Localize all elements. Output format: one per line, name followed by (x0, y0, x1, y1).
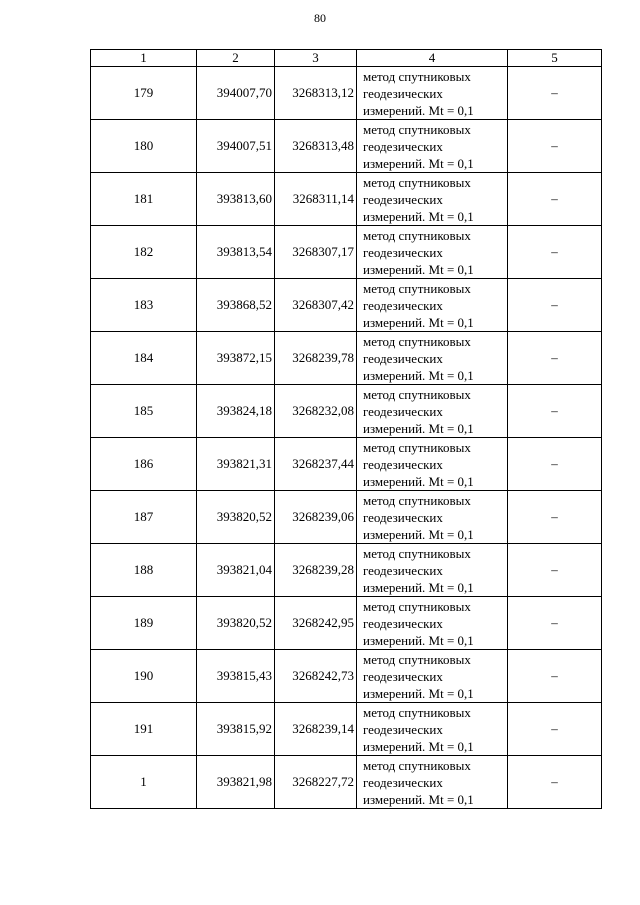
x-coordinate-cell: 393820,52 (197, 491, 275, 544)
method-line: метод спутниковых (363, 651, 471, 667)
method-line: измерений. Mt = 0,1 (363, 791, 474, 807)
point-number-cell: 1 (91, 756, 197, 809)
y-coordinate-cell: 3268227,72 (275, 756, 357, 809)
method-line: измерений. Mt = 0,1 (363, 579, 474, 595)
method-cell (357, 385, 508, 438)
y-coordinate-cell: 3268311,14 (275, 173, 357, 226)
x-coordinate-cell: 393820,52 (197, 597, 275, 650)
table-row (91, 703, 602, 756)
table-body (91, 67, 602, 809)
point-number-cell: 190 (91, 650, 197, 703)
method-line: метод спутниковых (363, 598, 471, 614)
point-number-cell: 179 (91, 67, 197, 120)
method-cell (357, 756, 508, 809)
point-number-cell: 184 (91, 332, 197, 385)
note-cell: – (508, 279, 602, 332)
method-cell (357, 120, 508, 173)
table-row (91, 173, 602, 226)
note-cell: – (508, 226, 602, 279)
method-line: метод спутниковых (363, 757, 471, 773)
header-cell-3: 3 (275, 50, 357, 67)
x-coordinate-cell: 393821,98 (197, 756, 275, 809)
method-line: метод спутниковых (363, 68, 471, 84)
method-line: геодезических (363, 350, 443, 366)
note-cell: – (508, 67, 602, 120)
table-row (91, 67, 602, 120)
table-row (91, 756, 602, 809)
method-line: измерений. Mt = 0,1 (363, 367, 474, 383)
point-number-cell: 183 (91, 279, 197, 332)
header-row (91, 50, 602, 67)
note-cell: – (508, 650, 602, 703)
method-line: метод спутниковых (363, 174, 471, 190)
y-coordinate-cell: 3268307,17 (275, 226, 357, 279)
note-cell: – (508, 385, 602, 438)
y-coordinate-cell: 3268242,95 (275, 597, 357, 650)
method-cell (357, 67, 508, 120)
y-coordinate-cell: 3268239,28 (275, 544, 357, 597)
x-coordinate-cell: 393813,54 (197, 226, 275, 279)
y-coordinate-cell: 3268239,06 (275, 491, 357, 544)
header-cell-4: 4 (357, 50, 508, 67)
y-coordinate-cell: 3268242,73 (275, 650, 357, 703)
table-row (91, 385, 602, 438)
method-line: метод спутниковых (363, 280, 471, 296)
x-coordinate-cell: 394007,51 (197, 120, 275, 173)
method-line: метод спутниковых (363, 492, 471, 508)
point-number-cell: 187 (91, 491, 197, 544)
method-line: геодезических (363, 774, 443, 790)
method-cell (357, 332, 508, 385)
point-number-cell: 186 (91, 438, 197, 491)
header-cell-2: 2 (197, 50, 275, 67)
x-coordinate-cell: 393821,04 (197, 544, 275, 597)
method-line: геодезических (363, 615, 443, 631)
x-coordinate-cell: 393815,43 (197, 650, 275, 703)
point-number-cell: 189 (91, 597, 197, 650)
x-coordinate-cell: 394007,70 (197, 67, 275, 120)
note-cell: – (508, 173, 602, 226)
point-number-cell: 188 (91, 544, 197, 597)
x-coordinate-cell: 393813,60 (197, 173, 275, 226)
note-cell: – (508, 438, 602, 491)
y-coordinate-cell: 3268239,78 (275, 332, 357, 385)
y-coordinate-cell: 3268239,14 (275, 703, 357, 756)
method-line: геодезических (363, 244, 443, 260)
method-line: измерений. Mt = 0,1 (363, 738, 474, 754)
table-row (91, 120, 602, 173)
table-row (91, 279, 602, 332)
y-coordinate-cell: 3268313,12 (275, 67, 357, 120)
method-line: метод спутниковых (363, 386, 471, 402)
y-coordinate-cell: 3268307,42 (275, 279, 357, 332)
method-cell (357, 491, 508, 544)
method-line: геодезических (363, 85, 443, 101)
method-line: метод спутниковых (363, 439, 471, 455)
x-coordinate-cell: 393872,15 (197, 332, 275, 385)
method-cell (357, 279, 508, 332)
method-line: измерений. Mt = 0,1 (363, 261, 474, 277)
method-line: измерений. Mt = 0,1 (363, 473, 474, 489)
point-number-cell: 185 (91, 385, 197, 438)
method-line: измерений. Mt = 0,1 (363, 420, 474, 436)
method-line: геодезических (363, 509, 443, 525)
note-cell: – (508, 491, 602, 544)
y-coordinate-cell: 3268237,44 (275, 438, 357, 491)
method-cell (357, 226, 508, 279)
method-line: геодезических (363, 297, 443, 313)
method-cell (357, 544, 508, 597)
coordinates-table (90, 49, 602, 809)
method-line: измерений. Mt = 0,1 (363, 155, 474, 171)
table-row (91, 491, 602, 544)
method-line: метод спутниковых (363, 227, 471, 243)
method-line: измерений. Mt = 0,1 (363, 632, 474, 648)
method-cell (357, 703, 508, 756)
x-coordinate-cell: 393815,92 (197, 703, 275, 756)
note-cell: – (508, 756, 602, 809)
method-line: измерений. Mt = 0,1 (363, 526, 474, 542)
method-line: измерений. Mt = 0,1 (363, 685, 474, 701)
method-line: метод спутниковых (363, 704, 471, 720)
x-coordinate-cell: 393824,18 (197, 385, 275, 438)
note-cell: – (508, 703, 602, 756)
method-line: геодезических (363, 668, 443, 684)
header-cell-5: 5 (508, 50, 602, 67)
page-number: 80 (314, 11, 326, 25)
note-cell: – (508, 597, 602, 650)
x-coordinate-cell: 393821,31 (197, 438, 275, 491)
method-line: геодезических (363, 456, 443, 472)
table-row (91, 544, 602, 597)
method-line: геодезических (363, 721, 443, 737)
method-line: геодезических (363, 138, 443, 154)
method-cell (357, 173, 508, 226)
table-row (91, 332, 602, 385)
table-row (91, 438, 602, 491)
method-cell (357, 597, 508, 650)
table-row (91, 650, 602, 703)
method-line: геодезических (363, 562, 443, 578)
method-line: геодезических (363, 403, 443, 419)
header-cell-1: 1 (91, 50, 197, 67)
method-line: измерений. Mt = 0,1 (363, 208, 474, 224)
table-row (91, 226, 602, 279)
note-cell: – (508, 332, 602, 385)
note-cell: – (508, 544, 602, 597)
y-coordinate-cell: 3268313,48 (275, 120, 357, 173)
method-cell (357, 650, 508, 703)
point-number-cell: 180 (91, 120, 197, 173)
method-cell (357, 438, 508, 491)
y-coordinate-cell: 3268232,08 (275, 385, 357, 438)
note-cell: – (508, 120, 602, 173)
point-number-cell: 191 (91, 703, 197, 756)
point-number-cell: 181 (91, 173, 197, 226)
x-coordinate-cell: 393868,52 (197, 279, 275, 332)
point-number-cell: 182 (91, 226, 197, 279)
method-line: измерений. Mt = 0,1 (363, 102, 474, 118)
method-line: метод спутниковых (363, 333, 471, 349)
method-line: измерений. Mt = 0,1 (363, 314, 474, 330)
method-line: геодезических (363, 191, 443, 207)
method-line: метод спутниковых (363, 545, 471, 561)
table-row (91, 597, 602, 650)
method-line: метод спутниковых (363, 121, 471, 137)
